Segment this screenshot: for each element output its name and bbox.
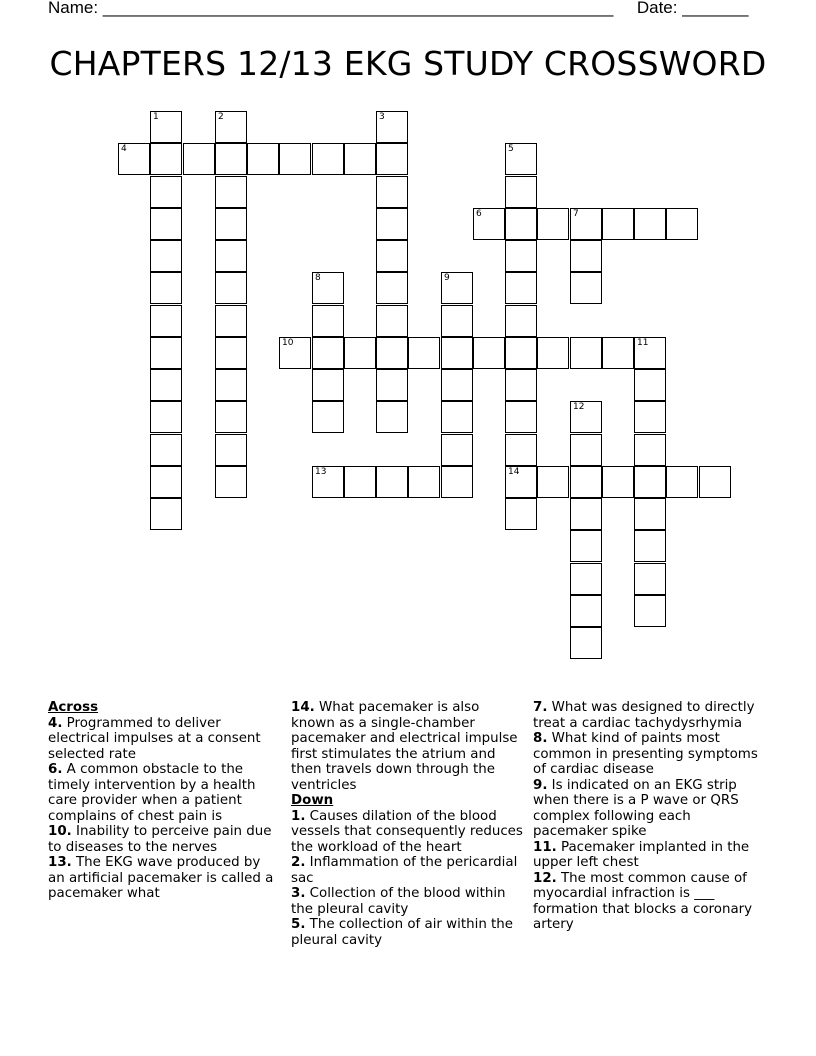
grid-cell[interactable]: [634, 530, 666, 562]
grid-cell[interactable]: [150, 337, 182, 369]
grid-cell[interactable]: [634, 466, 666, 498]
grid-cell[interactable]: [570, 434, 602, 466]
grid-cell[interactable]: [247, 143, 279, 175]
grid-cell[interactable]: [150, 143, 182, 175]
grid-cell[interactable]: [505, 208, 537, 240]
clue-column-2: [291, 700, 523, 948]
grid-cell[interactable]: [150, 466, 182, 498]
grid-cell[interactable]: [441, 466, 473, 498]
clue-number: 13: [315, 467, 327, 477]
grid-cell[interactable]: [505, 240, 537, 272]
clue-down-11: 11. Pacemaker implanted in the upper left chest: [533, 839, 750, 870]
grid-cell[interactable]: [215, 466, 247, 498]
grid-cell[interactable]: [150, 208, 182, 240]
grid-cell[interactable]: [505, 143, 537, 175]
grid-cell[interactable]: [699, 466, 731, 498]
grid-cell[interactable]: [505, 176, 537, 208]
grid-cell[interactable]: [408, 337, 440, 369]
grid-cell[interactable]: [634, 337, 666, 369]
clue-across-14: 14. What pacemaker is also known as a single-chamber pacemaker and electrical impulse first stimulates the atrium and then travels down through the ventricles: [291, 700, 518, 793]
grid-cell[interactable]: [312, 305, 344, 337]
grid-cell[interactable]: [376, 305, 408, 337]
grid-cell[interactable]: [570, 240, 602, 272]
grid-cell[interactable]: [344, 466, 376, 498]
grid-cell[interactable]: [279, 337, 311, 369]
clue-number: 6: [476, 209, 482, 219]
name-label: Name:: [48, 0, 99, 17]
grid-cell[interactable]: [634, 401, 666, 433]
grid-cell[interactable]: [376, 272, 408, 304]
grid-cell[interactable]: [505, 337, 537, 369]
grid-cell[interactable]: [215, 208, 247, 240]
grid-cell[interactable]: [376, 143, 408, 175]
clue-number: 5: [508, 144, 514, 154]
grid-cell[interactable]: [602, 337, 634, 369]
clue-across-4: 4. Programmed to deliver electrical impulses at a consent selected rate: [48, 715, 261, 762]
grid-cell[interactable]: [570, 466, 602, 498]
grid-cell[interactable]: [215, 401, 247, 433]
grid-cell[interactable]: [312, 401, 344, 433]
grid-cell[interactable]: [376, 337, 408, 369]
grid-cell[interactable]: [215, 272, 247, 304]
grid-cell[interactable]: [570, 627, 602, 659]
grid-cell[interactable]: [150, 401, 182, 433]
grid-cell[interactable]: [312, 466, 344, 498]
clue-number: 4: [121, 144, 127, 154]
date-label: Date:: [636, 0, 678, 17]
clue-number: 7: [573, 209, 579, 219]
grid-cell[interactable]: [441, 337, 473, 369]
clue-across-6: 6. A common obstacle to the timely intervention by a health care provider when a patient complains of chest pain is: [48, 762, 256, 824]
grid-cell[interactable]: [408, 466, 440, 498]
grid-cell[interactable]: [537, 337, 569, 369]
grid-cell[interactable]: [505, 434, 537, 466]
clue-number: 14: [508, 467, 520, 477]
grid-cell[interactable]: [537, 466, 569, 498]
clue-number: 1: [153, 112, 159, 122]
clue-down-2: 2. Inflammation of the pericardial sac: [291, 855, 518, 886]
grid-cell[interactable]: [376, 208, 408, 240]
down-heading: Down: [291, 793, 334, 808]
grid-cell[interactable]: [634, 563, 666, 595]
grid-cell[interactable]: [570, 272, 602, 304]
clue-number: 3: [379, 112, 385, 122]
grid-cell[interactable]: [215, 305, 247, 337]
grid-cell[interactable]: [570, 498, 602, 530]
grid-cell[interactable]: [570, 337, 602, 369]
grid-cell[interactable]: [441, 401, 473, 433]
clue-number: 12: [573, 402, 585, 412]
grid-cell[interactable]: [376, 401, 408, 433]
grid-cell[interactable]: [215, 369, 247, 401]
grid-cell[interactable]: [376, 176, 408, 208]
grid-cell[interactable]: [215, 240, 247, 272]
grid-cell[interactable]: [376, 466, 408, 498]
grid-cell[interactable]: [376, 369, 408, 401]
clue-column-1: [48, 700, 280, 902]
grid-cell[interactable]: [666, 208, 698, 240]
grid-cell[interactable]: [376, 111, 408, 143]
grid-cell[interactable]: [441, 305, 473, 337]
grid-cell[interactable]: [344, 337, 376, 369]
grid-cell[interactable]: [215, 337, 247, 369]
clue-down-7: 7. What was designed to directly treat a cardiac tachydysrhymia: [533, 700, 755, 731]
grid-cell[interactable]: [118, 143, 150, 175]
clue-number: 2: [218, 112, 224, 122]
grid-cell[interactable]: [570, 401, 602, 433]
grid-cell[interactable]: [150, 111, 182, 143]
grid-cell[interactable]: [215, 434, 247, 466]
date-blank[interactable]: _______: [682, 0, 749, 17]
grid-cell[interactable]: [150, 272, 182, 304]
grid-cell[interactable]: [505, 466, 537, 498]
clue-number: 11: [637, 338, 649, 348]
name-blank[interactable]: ______________________________________________________: [102, 0, 614, 17]
grid-cell[interactable]: [570, 563, 602, 595]
clue-down-9: 9. Is indicated on an EKG strip when there is a P wave or QRS complex following each pacemaker spike: [533, 777, 739, 839]
grid-cell[interactable]: [215, 176, 247, 208]
grid-cell[interactable]: [376, 240, 408, 272]
clue-down-3: 3. Collection of the blood within the pleural cavity: [291, 886, 506, 917]
clue-column-3: [533, 700, 765, 933]
across-heading: Across: [48, 700, 99, 715]
grid-cell[interactable]: [150, 240, 182, 272]
grid-cell[interactable]: [150, 434, 182, 466]
clue-across-13: 13. The EKG wave produced by an artificial pacemaker is called a pacemaker what: [48, 855, 274, 901]
grid-cell[interactable]: [279, 143, 311, 175]
grid-cell[interactable]: [570, 208, 602, 240]
grid-cell[interactable]: [312, 369, 344, 401]
grid-cell[interactable]: [505, 498, 537, 530]
clue-number: 9: [444, 273, 450, 283]
clue-down-5: 5. The collection of air within the pleural cavity: [291, 917, 514, 948]
grid-cell[interactable]: [215, 143, 247, 175]
clue-down-12: 12. The most common cause of myocardial infraction is ___ formation that blocks a coronary artery: [533, 870, 753, 932]
clue-down-1: 1. Causes dilation of the blood vessels that consequently reduces the workload of the heart: [291, 808, 523, 855]
grid-cell[interactable]: [602, 466, 634, 498]
grid-cell[interactable]: [537, 208, 569, 240]
grid-cell[interactable]: [666, 466, 698, 498]
grid-cell[interactable]: [634, 498, 666, 530]
grid-cell[interactable]: [150, 305, 182, 337]
grid-cell[interactable]: [634, 208, 666, 240]
grid-cell[interactable]: [344, 143, 376, 175]
grid-cell[interactable]: [441, 434, 473, 466]
grid-cell[interactable]: [634, 434, 666, 466]
grid-cell[interactable]: [150, 498, 182, 530]
clue-down-8: 8. What kind of paints most common in presenting symptoms of cardiac disease: [533, 731, 758, 777]
grid-cell[interactable]: [312, 337, 344, 369]
page-title: CHAPTERS 12/13 EKG STUDY CROSSWORD: [49, 44, 767, 83]
grid-cell[interactable]: [570, 530, 602, 562]
grid-cell[interactable]: [602, 208, 634, 240]
grid-cell[interactable]: [570, 595, 602, 627]
grid-cell[interactable]: [183, 143, 215, 175]
grid-cell[interactable]: [312, 272, 344, 304]
grid-cell[interactable]: [150, 369, 182, 401]
clue-number: 8: [315, 273, 321, 283]
grid-cell[interactable]: [215, 111, 247, 143]
grid-cell[interactable]: [505, 369, 537, 401]
grid-cell[interactable]: [505, 401, 537, 433]
grid-cell[interactable]: [634, 595, 666, 627]
grid-cell[interactable]: [505, 305, 537, 337]
clue-number: 10: [282, 338, 294, 348]
clue-across-10: 10. Inability to perceive pain due to diseases to the nerves: [48, 824, 272, 855]
grid-cell[interactable]: [505, 272, 537, 304]
grid-cell[interactable]: [634, 369, 666, 401]
grid-cell[interactable]: [312, 143, 344, 175]
grid-cell[interactable]: [150, 176, 182, 208]
grid-cell[interactable]: [441, 369, 473, 401]
grid-cell[interactable]: [473, 337, 505, 369]
grid-cell[interactable]: [473, 208, 505, 240]
grid-cell[interactable]: [441, 272, 473, 304]
